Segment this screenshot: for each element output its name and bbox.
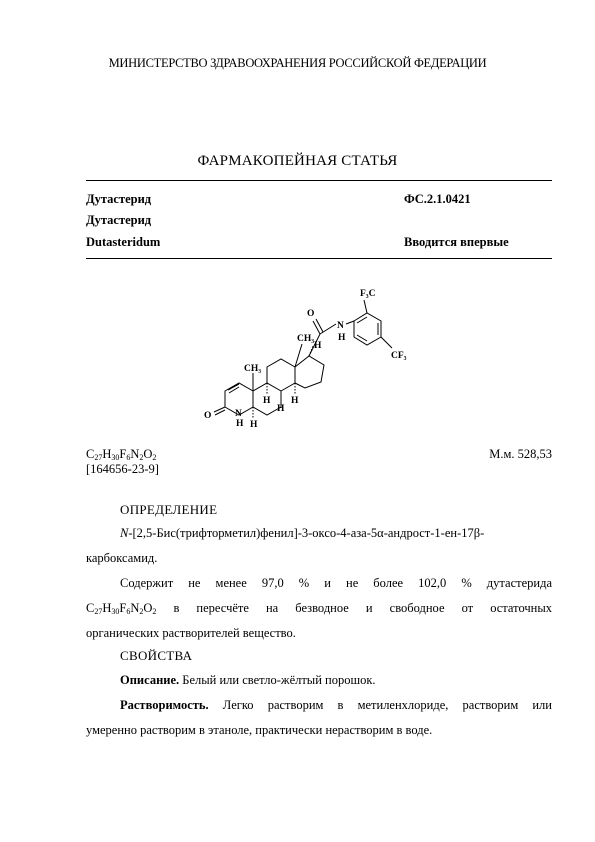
monograph-code: ФС.2.1.0421 xyxy=(404,192,471,206)
aryl-ring xyxy=(354,313,381,345)
definition-block xyxy=(86,521,552,646)
label-f3c: F₃C xyxy=(360,289,376,299)
cas-number: [164656-23-9] xyxy=(86,462,159,476)
definition-name-line2: карбоксамид. xyxy=(86,551,158,565)
label-h-c5: H xyxy=(250,420,258,430)
ministry-title: МИНИСТЕРСТВО ЗДРАВООХРАНЕНИЯ РОССИЙСКОЙ ФЕДЕРАЦИИ xyxy=(108,56,487,70)
label-h-c8: H xyxy=(277,404,285,414)
molecular-weight: М.м. 528,53 xyxy=(489,447,552,461)
top-rule xyxy=(86,180,552,181)
content-line2: $C_{27}H_{30}F_6N_2O_2$ в пересчёте на безводное и свободное от остаточных xyxy=(86,601,552,616)
name-ru-2: Дутастерид xyxy=(86,213,152,227)
label-h-c17: H xyxy=(314,341,322,351)
content-line1: Содержит не менее 97,0 % и не более 102,0 % дутастерида xyxy=(120,576,552,590)
solubility-line2: умеренно растворим в этаноле, практически нерастворим в воде. xyxy=(86,723,433,737)
properties-block xyxy=(86,668,552,743)
label-n-amide: N xyxy=(337,321,344,331)
label-ch3-top: CH₃ xyxy=(297,334,315,344)
definition-name-line1: N-[2,5-Бис(трифторметил)фенил]-3-оксо-4-аза-5α-андрост-1-ен-17β- xyxy=(120,526,485,540)
content-line3: органических растворителей вещество. xyxy=(86,626,296,640)
ring-c xyxy=(267,359,295,391)
name-latin: Dutasteridum xyxy=(86,235,161,249)
name-ru-1: Дутастерид xyxy=(86,192,152,206)
label-n-lactam: N xyxy=(235,409,242,419)
label-ch3-left: CH₃ xyxy=(244,364,262,374)
ring-d xyxy=(295,356,324,388)
properties-heading: СВОЙСТВА xyxy=(120,648,193,663)
structural-formula xyxy=(192,276,442,436)
monograph-status: Вводится впервые xyxy=(404,235,509,249)
solubility-line1: Растворимость. Легко растворим в метиленхлориде, растворим или xyxy=(120,698,552,712)
label-h-amide: H xyxy=(338,333,346,343)
label-cf3: CF₃ xyxy=(391,351,407,361)
definition-heading: ОПРЕДЕЛЕНИЕ xyxy=(120,502,218,517)
label-o-amide: O xyxy=(307,309,315,319)
bottom-rule xyxy=(86,258,552,259)
article-type-title: ФАРМАКОПЕЙНАЯ СТАТЬЯ xyxy=(197,153,398,169)
label-o-lactam: O xyxy=(204,411,212,421)
label-h-lactam: H xyxy=(236,419,244,429)
description-line: Описание. Белый или светло-жёлтый порошок. xyxy=(120,673,376,687)
molecular-formula: $C_{27}H_{30}F_6N_2O_2$ xyxy=(86,447,157,462)
label-h-c9: H xyxy=(263,396,271,406)
label-h-c14: H xyxy=(291,396,299,406)
